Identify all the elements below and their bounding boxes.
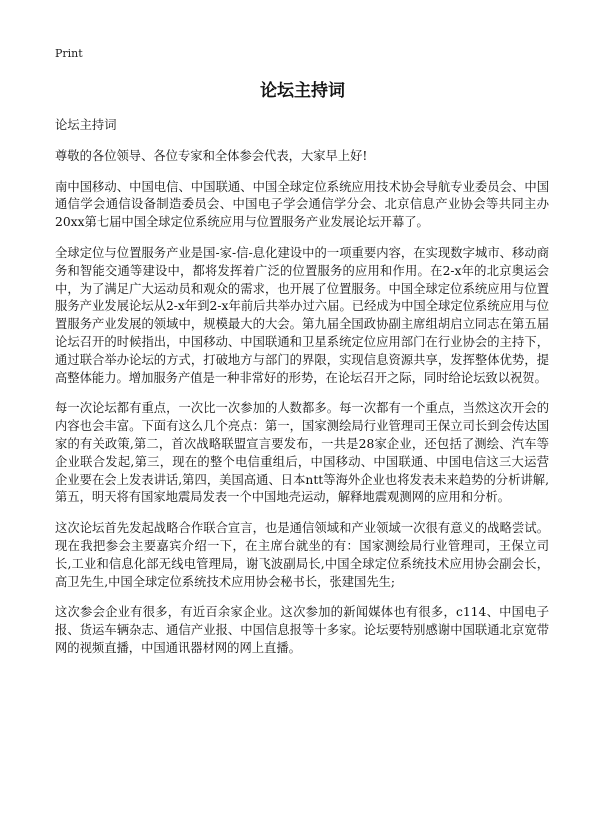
paragraph-heading: 论坛主持词	[55, 118, 117, 132]
article-body	[55, 117, 549, 671]
page-title: 论坛主持词	[260, 81, 345, 101]
paragraph-industry-overview: 全球定位与位置服务产业是国-家-信-息化建设中的一项重要内容，在实现数字城市、移动商务和智能交通等建设中，都将发挥着广泛的位置服务的应用和作用。在2-x年的北京奥运会中，为了满足广大运动员和观众的需求，也开展了位置服务。中国全球定位系统应用与位置服务产业发展论坛从2-x年到2-x年前后共举办过六届。已经成为中国全球定位系统应用与位置服务产业发展的领域中，规模最大的大会。第九届全国政协副主席组胡启立同志在第五届论坛召开的时候指出，中国移动、中国联通和卫星系统定位应用部门在行业协会的主持下，通过联合举办论坛的方式，打破地方与部门的界限，实现信息资源共享，发挥整体优势，提高整体能力。增加服务产值是一种非常好的形势，在论坛召开之际，同时给论坛致以祝贺。	[55, 245, 549, 385]
paragraph-highlights: 每一次论坛都有重点，一次比一次参加的人数都多。每一次都有一个重点，当然这次开会的内容也会丰富。下面有这么几个亮点：第一，国家测绘局行业管理司王保立司长到会传达国家的有关政策,第二，首次战略联盟宣言要发布，一共是28家企业，还包括了测绘、汽车等企业联合发起,第三，现在的整个电信重组后，中国移动、中国联通、中国电信这三大运营企业要在会上发表讲话,第四，美国高通、日本ntt等海外企业也将发表未来趋势的分析讲解,第五，明天将有国家地震局发表一个中国地壳运动，解释地震观测网的应用和分析。	[55, 401, 549, 505]
paragraph-greeting: 尊敬的各位领导、各位专家和全体参会代表，大家早上好!	[55, 148, 368, 163]
paragraph-guests: 这次论坛首先发起战略合作联合宣言，也是通信领域和产业领域一次很有意义的战略尝试。现在我把参会主要嘉宾介绍一下，在主席台就坐的有：国家测绘局行业管理司，王保立司长,工业和信息化部无线电管理局，谢飞波副局长,中国全球定位系统技术应用协会副会长，高卫先生,中国全球定位系统技术应用协会秘书长，张建国先生;	[55, 521, 549, 589]
paragraph-organizers: 南中国移动、中国电信、中国联通、中国全球定位系统应用技术协会导航专业委员会、中国通信学会通信设备制造委员会、中国电子学会通信学分会、北京信息产业协会等共同主办20xx第七届中国全球定位系统应用与位置服务产业发展论坛开幕了。	[55, 179, 549, 230]
print-link[interactable]: Print	[55, 47, 83, 60]
paragraph-media: 这次参会企业有很多，有近百余家企业。这次参加的新闻媒体也有很多，c114、中国电子报、货运车辆杂志、通信产业报、中国信息报等十多家。论坛要特别感谢中国联通北京宽带网的视频直播，中国通讯器材网的网上直播。	[55, 605, 549, 655]
